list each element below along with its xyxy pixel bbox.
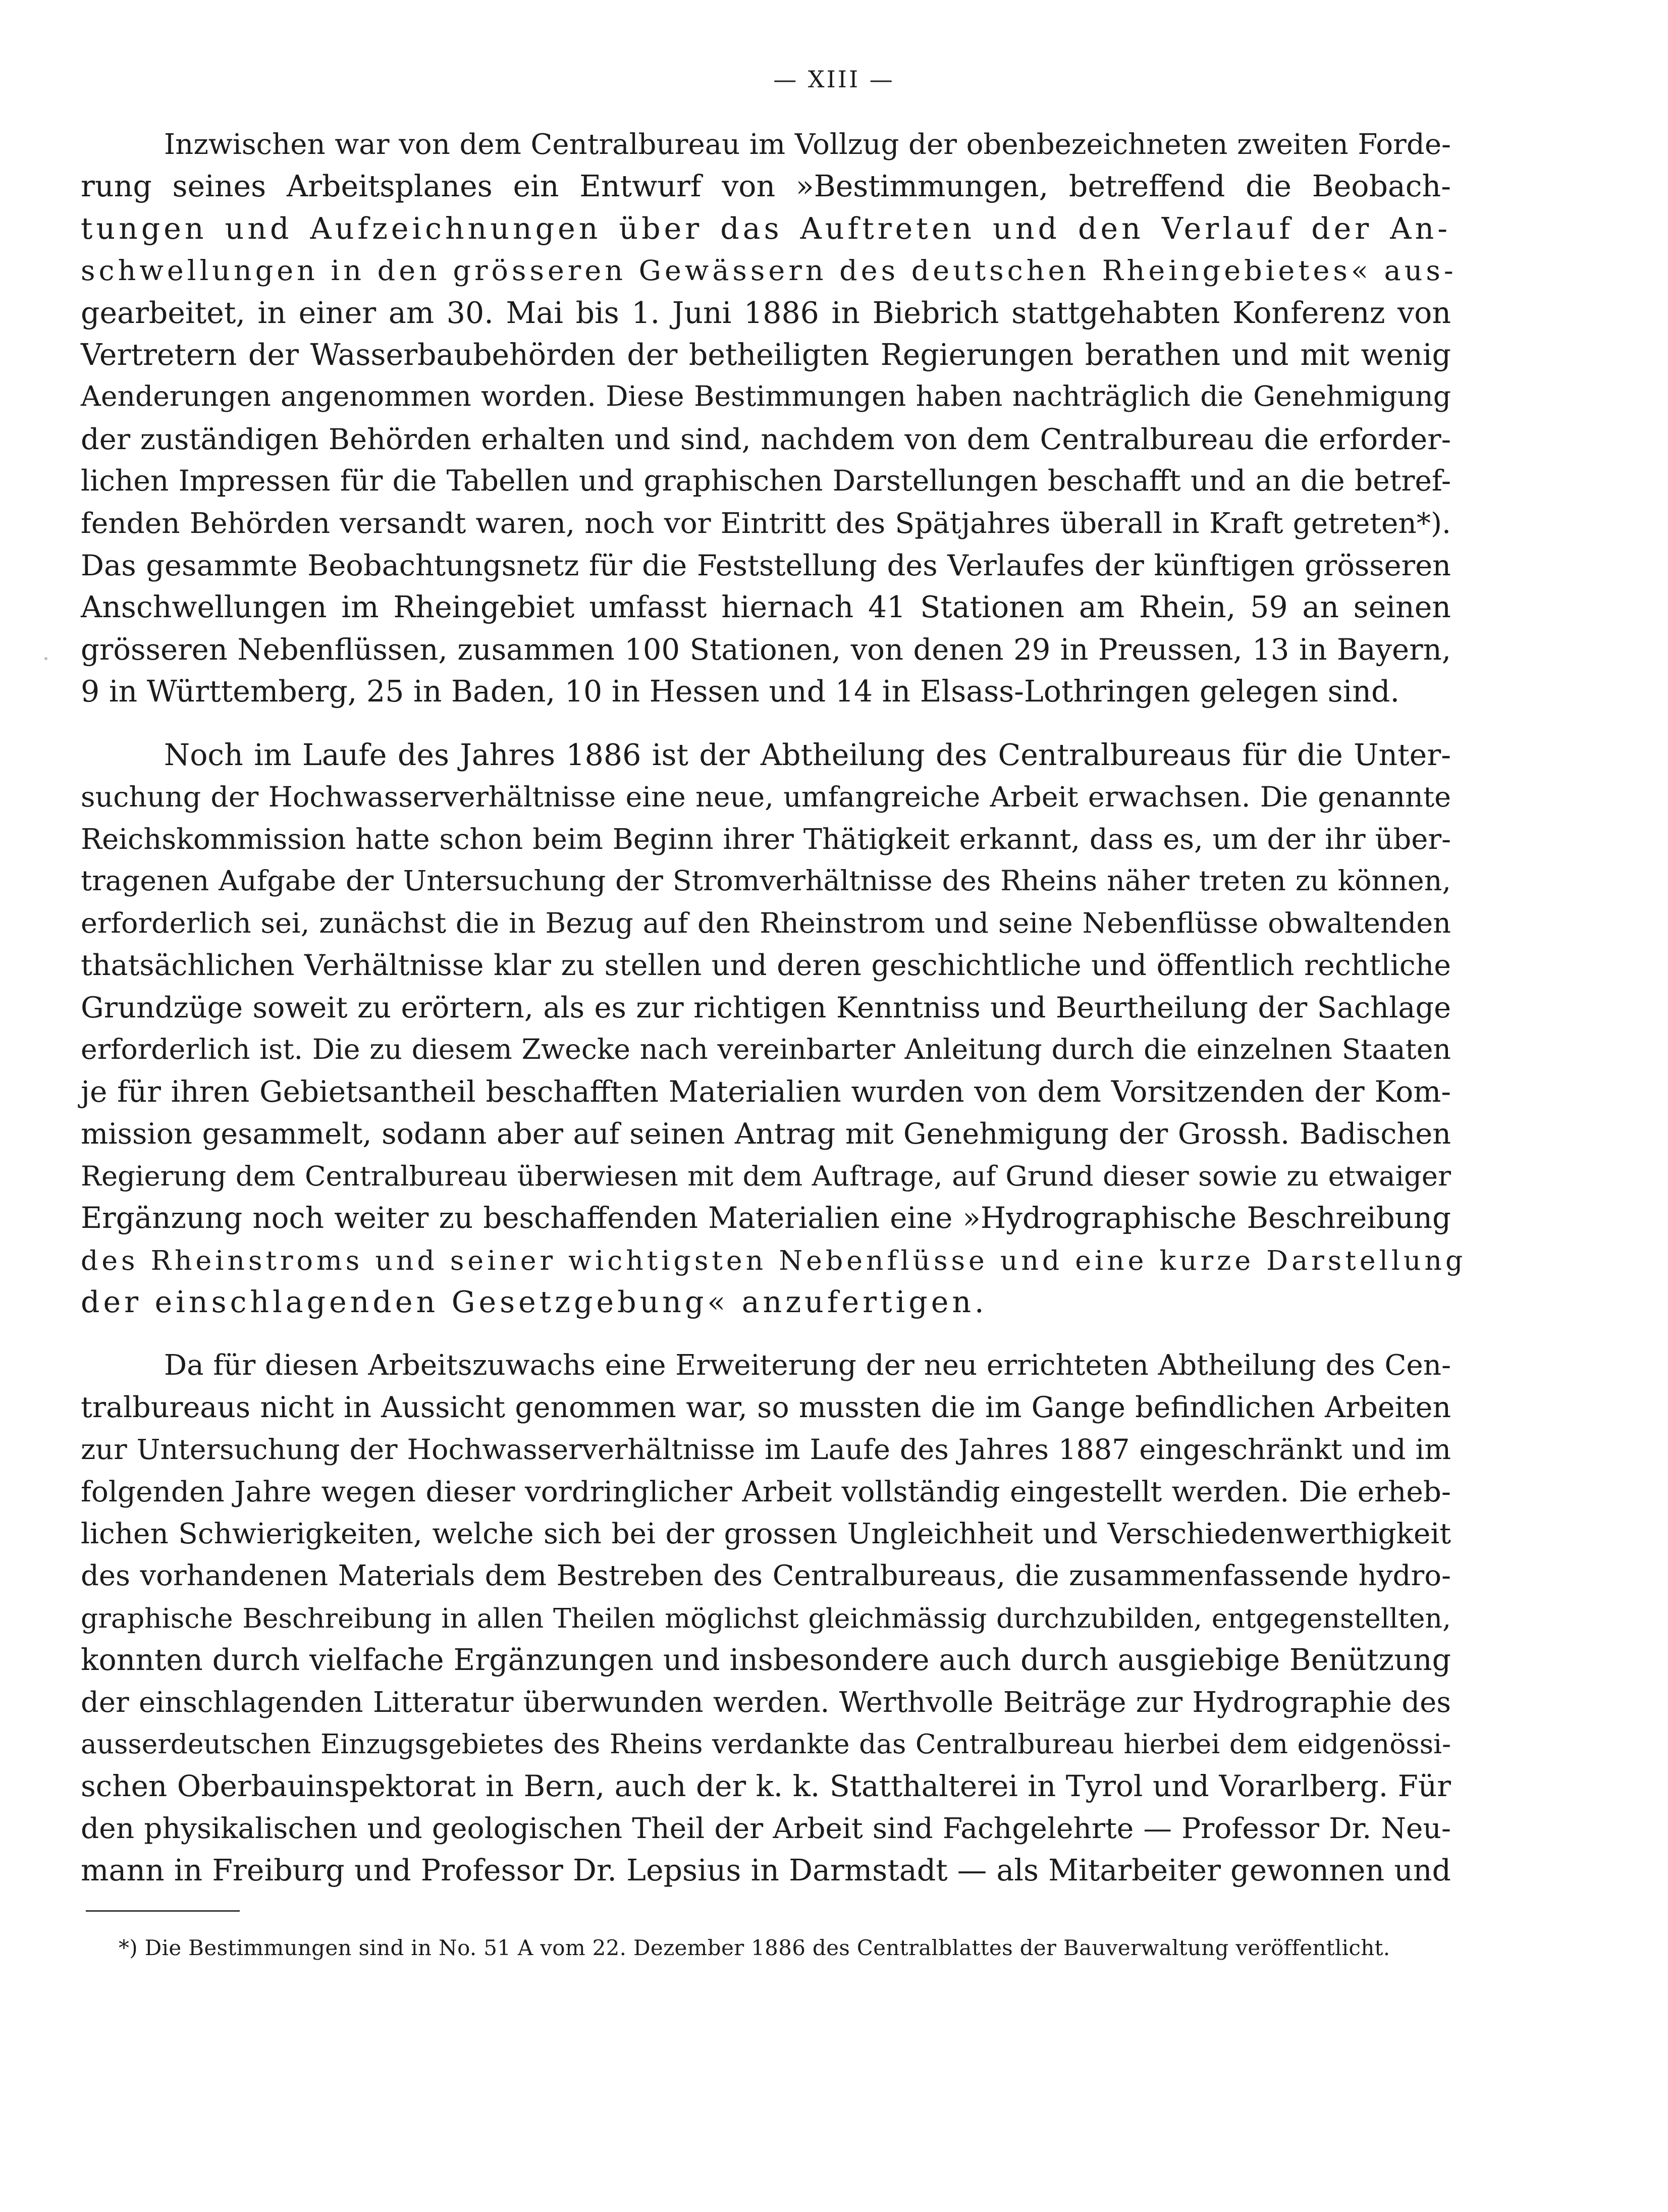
- text-line: je für ihren Gebietsantheil beschafften Materialien wurden von dem Vorsitzenden der Kom-: [81, 1074, 1451, 1109]
- footnote-divider: [86, 1910, 240, 1912]
- text-line: graphische Beschreibung in allen Theilen möglichst gleichmässig durchzubilden, entgegenstellten,: [81, 1602, 1451, 1634]
- text-line: thatsächlichen Verhältnisse klar zu stellen und deren geschichtliche und öffentlich rechtliche: [81, 948, 1451, 982]
- text-line: gearbeitet, in einer am 30. Mai bis 1. Juni 1886 in Biebrich stattgehabten Konferenz von: [81, 295, 1451, 330]
- text-line: des vorhandenen Materials dem Bestreben des Centralbureaus, die zusammenfassende hydro-: [81, 1559, 1451, 1593]
- text-line: erforderlich sei, zunächst die in Bezug auf den Rheinstrom und seine Nebenflüsse obwaltenden: [81, 907, 1451, 940]
- text-line: Anschwellungen im Rheingebiet umfasst hiernach 41 Stationen am Rhein, 59 an seinen: [81, 590, 1451, 625]
- paragraph-1: [81, 124, 1457, 713]
- text-line: mission gesammelt, sodann aber auf seinen Antrag mit Genehmigung der Grossh. Badischen: [81, 1117, 1451, 1151]
- text-line: schwellungen in den grösseren Gewässern des deutschen Rheingebietes« aus-: [81, 254, 1457, 288]
- footnote: *) Die Bestimmungen sind in No. 51 A vom 22. Dezember 1886 des Centralblattes der Bauverwaltung veröffentlicht.: [119, 1935, 1390, 1960]
- text-line: rung seines Arbeitsplanes ein Entwurf von »Bestimmungen, betreffend die Beobach-: [81, 169, 1451, 204]
- text-line: fenden Behörden versandt waren, noch vor Eintritt des Spätjahres überall in Kraft getreten*).: [81, 507, 1451, 540]
- text-line: tralbureaus nicht in Aussicht genommen war, so mussten die im Gange befindlichen Arbeiten: [81, 1390, 1451, 1424]
- text-line: erforderlich ist. Die zu diesem Zwecke nach vereinbarter Anleitung durch die einzelnen Staaten: [81, 1033, 1451, 1066]
- text-line: tragenen Aufgabe der Untersuchung der Stromverhältnisse des Rheins näher treten zu können,: [81, 865, 1451, 897]
- text-line: grösseren Nebenflüssen, zusammen 100 Stationen, von denen 29 in Preussen, 13 in Bayern,: [81, 632, 1451, 667]
- text-line: Noch im Laufe des Jahres 1886 ist der Abtheilung des Centralbureaus für die Unter-: [164, 737, 1451, 772]
- text-line: Regierung dem Centralbureau überwiesen mit dem Auftrage, auf Grund dieser sowie zu etwaiger: [81, 1160, 1451, 1192]
- text-line: Das gesammte Beobachtungsnetz für die Feststellung des Verlaufes der künftigen grösseren: [81, 549, 1451, 583]
- text-line: Inzwischen war von dem Centralbureau im Vollzug der obenbezeichneten zweiten Forde-: [164, 128, 1451, 161]
- text-line: Grundzüge soweit zu erörtern, als es zur richtigen Kenntniss und Beurtheilung der Sachlage: [81, 991, 1451, 1025]
- text-line: ausserdeutschen Einzugsgebietes des Rheins verdankte das Centralbureau hierbei dem eidgenössi-: [81, 1729, 1451, 1760]
- text-line: zur Untersuchung der Hochwasserverhältnisse im Laufe des Jahres 1887 eingeschränkt und im: [81, 1433, 1451, 1467]
- text-line: schen Oberbauinspektorat in Bern, auch der k. k. Statthalterei in Tyrol und Vorarlberg. Für: [81, 1769, 1451, 1804]
- text-line: der einschlagenden Litteratur überwunden werden. Werthvolle Beiträge zur Hydrographie des: [81, 1686, 1451, 1719]
- text-line: Da für diesen Arbeitszuwachs eine Erweiterung der neu errichteten Abtheilung des Cen-: [164, 1349, 1451, 1382]
- text-line: der zuständigen Behörden erhalten und sind, nachdem von dem Centralbureau die erforder-: [81, 422, 1451, 456]
- paragraph-3: [81, 1344, 1451, 1892]
- text-line: Vertretern der Wasserbaubehörden der betheiligten Regierungen berathen und mit wenig: [81, 338, 1451, 372]
- text-line: tungen und Aufzeichnungen über das Auftreten und den Verlauf der An-: [81, 211, 1451, 246]
- text-line: suchung der Hochwasserverhältnisse eine neue, umfangreiche Arbeit erwachsen. Die genannte: [81, 781, 1451, 814]
- text-line: der einschlagenden Gesetzgebung« anzufertigen.: [81, 1284, 988, 1319]
- text-line: 9 in Württemberg, 25 in Baden, 10 in Hessen und 14 in Elsass-Lothringen gelegen sind.: [81, 674, 1400, 709]
- text-line: Aenderungen angenommen worden. Diese Bestimmungen haben nachträglich die Genehmigung: [81, 381, 1451, 413]
- text-line: den physikalischen und geologischen Theil der Arbeit sind Fachgelehrte — Professor Dr. Neu-: [81, 1811, 1451, 1845]
- text-line: folgenden Jahre wegen dieser vordringlicher Arbeit vollständig eingestellt werden. Die erheb-: [81, 1475, 1451, 1508]
- paragraph-2: [81, 734, 1467, 1324]
- text-line: des Rheinstroms und seiner wichtigsten Nebenflüsse und eine kurze Darstellung: [81, 1244, 1467, 1276]
- text-line: Reichskommission hatte schon beim Beginn ihrer Thätigkeit erkannt, dass es, um der ihr über-: [81, 823, 1451, 856]
- text-line: Ergänzung noch weiter zu beschaffenden Materialien eine »Hydrographische Beschreibung: [81, 1201, 1451, 1235]
- text-line: mann in Freiburg und Professor Dr. Lepsius in Darmstadt — als Mitarbeiter gewonnen und: [81, 1853, 1451, 1888]
- page-number: — XIII —: [773, 66, 895, 93]
- text-line: lichen Impressen für die Tabellen und graphischen Darstellungen beschafft und an die betref-: [81, 464, 1451, 498]
- text-line: konnten durch vielfache Ergänzungen und insbesondere auch durch ausgiebige Benützung: [81, 1643, 1451, 1678]
- scan-speck: [44, 657, 47, 660]
- body-text: [81, 124, 1467, 1892]
- text-line: lichen Schwierigkeiten, welche sich bei der grossen Ungleichheit und Verschiedenwerthigkeit: [81, 1518, 1451, 1550]
